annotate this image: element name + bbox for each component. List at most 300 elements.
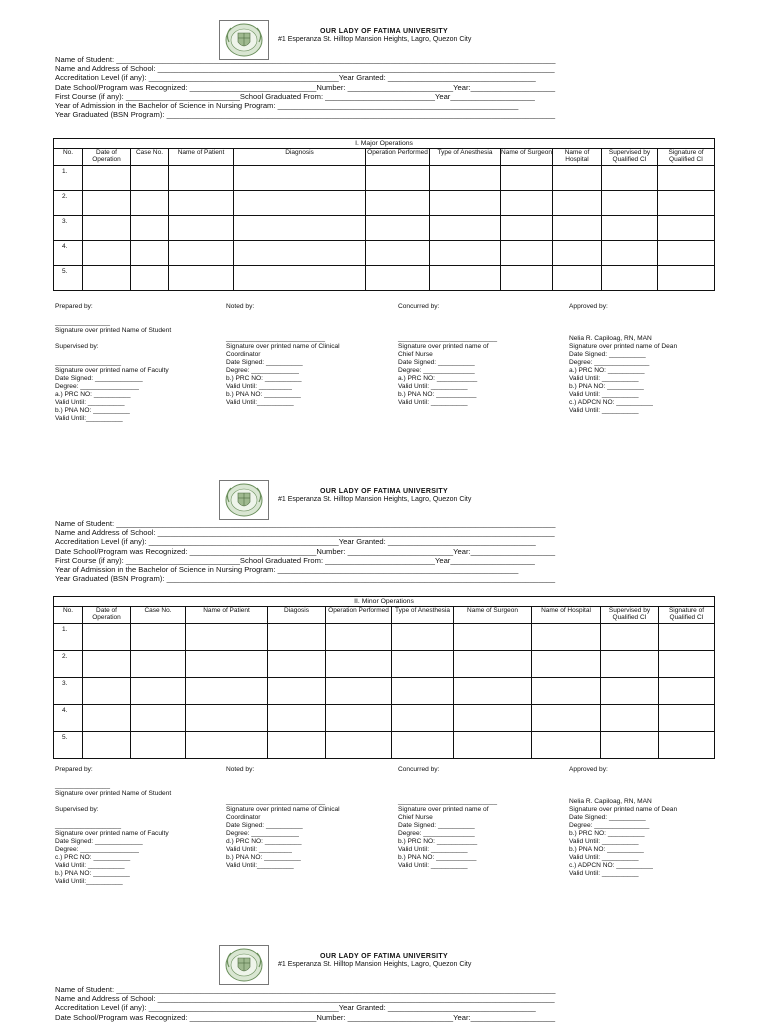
signature-line: Valid Until:__________ [226,862,294,869]
signature-line: b.) PNA NO: __________ [569,846,644,853]
signature-line [569,319,677,327]
blank-cell[interactable] [83,166,131,191]
university-name: OUR LADY OF FATIMA UNIVERSITY [320,953,448,960]
signature-line: Signature over printed name of Dean [569,343,678,350]
signature-line: Degree: ______________ [398,830,475,837]
column-header: Diagosis [268,607,326,624]
signature-line: b.) PRC NO: __________ [226,375,302,382]
signature-line: ___________________________ [226,335,326,342]
signature-line: Date Signed: __________ [398,359,475,366]
blank-cell[interactable] [659,705,715,732]
blank-cell[interactable] [532,678,601,705]
blank-cell[interactable] [131,166,169,191]
blank-cell[interactable] [392,624,454,651]
blank-cell[interactable] [169,266,234,291]
signature-line: Valid Until:__________ [55,878,123,885]
row-number: 3. [54,216,83,241]
signature-line [398,774,497,782]
blank-cell[interactable] [366,191,430,216]
info-line: Name and Address of School: ______________________________________________________________________________________________ [55,64,555,74]
table-row [54,624,715,651]
info-line: Name of Student: ________________________________________________________________________________________________________ [55,55,556,64]
signature-line: Coordinator [226,814,261,821]
blank-cell[interactable] [601,678,659,705]
blank-cell[interactable] [392,678,454,705]
blank-cell[interactable] [659,732,715,759]
blank-cell[interactable] [83,732,131,759]
column-header: Name of Hospital [532,607,601,624]
blank-cell[interactable] [268,705,326,732]
blank-cell[interactable] [454,678,532,705]
signature-line: Date Signed: _____________ [55,838,143,845]
signature-line: _______________ [55,782,111,789]
blank-cell[interactable] [601,732,659,759]
signature-line: c.) ADPCN NO: __________ [569,862,653,869]
signature-line: Valid Until:__________ [55,415,123,422]
blank-cell[interactable] [83,651,131,678]
table-row [54,191,715,216]
blank-cell[interactable] [392,705,454,732]
table-row [54,216,715,241]
info-line: First Course (if any): ___________________________School Graduated From: __________________________Year____________________ [55,91,535,101]
university-seal-icon [219,945,269,985]
blank-cell[interactable] [131,191,169,216]
signature-line [55,814,171,822]
blank-cell[interactable] [454,732,532,759]
signature-line: Concurred by: [398,303,440,310]
signature-line [569,774,677,782]
signature-line: b.) PNA NO: __________ [569,383,644,390]
blank-cell[interactable] [326,678,392,705]
approved-by-column [569,766,677,878]
signature-line [398,327,497,335]
blank-cell[interactable] [234,216,366,241]
info-line: Name of Student: ________________________________________________________________________________________________________ [55,985,556,994]
blank-cell[interactable] [501,241,553,266]
row-number: 1. [54,624,83,651]
blank-cell[interactable] [366,216,430,241]
row-number: 2. [54,191,83,216]
signature-line: b.) PNA NO: __________ [55,870,130,877]
table-row [54,705,715,732]
signature-line: Signature over printed Name of Student [55,327,172,334]
blank-cell[interactable] [131,678,186,705]
signature-line: Degree: ________________ [55,846,139,853]
blank-cell[interactable] [430,166,501,191]
signature-line [569,790,677,798]
student-info-block [55,55,605,119]
blank-cell[interactable] [326,624,392,651]
signature-line: Valid Until: __________ [569,391,639,398]
form-header [0,480,768,522]
blank-cell[interactable] [268,624,326,651]
signature-line: Supervised by: [55,806,99,813]
university-name: OUR LADY OF FATIMA UNIVERSITY [320,28,448,35]
signature-line: Valid Until: _________ [226,383,292,390]
blank-cell[interactable] [430,266,501,291]
table-row [54,266,715,291]
column-header: Diagnosis [234,149,366,166]
signature-line: ___________________________ [226,798,326,805]
blank-cell[interactable] [186,624,268,651]
signature-line [226,319,340,327]
column-header: Date of Operation [83,149,131,166]
signature-line [55,798,171,806]
signature-line: Valid Until: __________ [569,854,639,861]
signature-line: Concurred by: [398,766,440,773]
signature-line: Valid Until: __________ [398,846,468,853]
signature-line: Signature over printed name of Faculty [55,830,169,837]
blank-cell[interactable] [234,241,366,266]
signature-line [226,774,340,782]
blank-cell[interactable] [83,191,131,216]
signature-line: b.) PNA NO: ___________ [398,854,477,861]
info-line: Date School/Program was Recognized: ______________________________Number: _________________________Year:____________________ [55,82,556,92]
signature-line: b.) PNA NO: __________ [226,854,301,861]
blank-cell[interactable] [268,678,326,705]
row-number: 3. [54,678,83,705]
signature-line: __________________ [55,359,122,366]
signature-line [226,327,340,335]
info-line: Date School/Program was Recognized: ______________________________Number: _________________________Year:____________________ [55,1012,556,1022]
info-line: Name and Address of School: ______________________________________________________________________________________________ [55,994,555,1004]
signature-line: Date Signed: __________ [569,351,646,358]
form-major-operations [0,20,768,420]
blank-cell[interactable] [601,705,659,732]
table-title: I. Major Operations [54,139,715,149]
major-operations-table [53,138,715,291]
blank-cell[interactable] [553,191,602,216]
blank-cell[interactable] [131,241,169,266]
signature-line: Prepared by: [55,766,93,773]
signature-line: a.) PRC NO: __________ [55,391,131,398]
column-header: Name of Patient [169,149,234,166]
university-address: #1 Esperanza St. Hilltop Mansion Heights, Lagro, Quezon City [278,496,472,503]
row-number: 4. [54,705,83,732]
signature-line: b.) PNA NO: __________ [55,407,130,414]
blank-cell[interactable] [658,241,715,266]
signature-line: Date Signed: __________ [398,822,475,829]
approved-by-column [569,303,677,415]
info-line: Accreditation Level (if any): _____________________________________________Year Granted: ___________________________________ [55,1003,536,1013]
column-header: Type of Anesthesia [430,149,501,166]
student-info-block [55,519,605,583]
university-seal-icon [219,480,269,520]
signature-line [55,311,171,319]
blank-cell[interactable] [234,191,366,216]
signature-line: b.) PRC NO: __________ [569,830,645,837]
blank-cell[interactable] [326,651,392,678]
blank-cell[interactable] [553,241,602,266]
column-header: Operation Performed [366,149,430,166]
noted-by-column [226,766,340,870]
blank-cell[interactable] [658,266,715,291]
blank-cell[interactable] [268,732,326,759]
blank-cell[interactable] [83,216,131,241]
signature-line: Signature over printed name of Clinical [226,343,340,350]
blank-cell[interactable] [326,732,392,759]
signature-block [55,303,715,423]
blank-cell[interactable] [430,241,501,266]
signature-line [398,311,497,319]
signature-line: ___________________________ [398,335,498,342]
table-row [54,651,715,678]
noted-by-column [226,303,340,407]
blank-cell[interactable] [553,166,602,191]
blank-cell[interactable] [392,651,454,678]
signature-line [226,311,340,319]
blank-cell[interactable] [501,216,553,241]
university-address: #1 Esperanza St. Hilltop Mansion Heights, Lagro, Quezon City [278,36,472,43]
blank-cell[interactable] [658,166,715,191]
row-number: 5. [54,732,83,759]
blank-cell[interactable] [659,651,715,678]
blank-cell[interactable] [234,266,366,291]
university-name: OUR LADY OF FATIMA UNIVERSITY [320,488,448,495]
prepared-by-column [55,303,171,423]
blank-cell[interactable] [169,166,234,191]
signature-line: Valid Until: _________ [226,846,292,853]
blank-cell[interactable] [169,216,234,241]
row-number: 1. [54,166,83,191]
blank-cell[interactable] [131,624,186,651]
blank-cell[interactable] [553,266,602,291]
university-seal-icon [219,20,269,60]
signature-line: Valid Until: __________ [55,399,125,406]
signature-line: Chief Nurse [398,351,433,358]
column-header: Type of Anesthesia [392,607,454,624]
blank-cell[interactable] [532,651,601,678]
info-line: Year of Admission in the Bachelor of Science in Nursing Program: _________________________________________________________ [55,100,519,110]
column-header: Supervised by Qualified CI [602,149,658,166]
blank-cell[interactable] [501,266,553,291]
signature-line: Noted by: [226,766,255,773]
blank-cell[interactable] [366,166,430,191]
university-address: #1 Esperanza St. Hilltop Mansion Heights, Lagro, Quezon City [278,961,472,968]
info-line: Year of Admission in the Bachelor of Science in Nursing Program: _________________________________________________________ [55,564,519,574]
signature-line: a.) PRC NO: __________ [569,367,645,374]
blank-cell[interactable] [268,651,326,678]
form-third-partial [0,945,768,1024]
signature-line: Nelia R. Capiloag, RN, MAN [569,798,652,805]
signature-line: d.) PRC NO: __________ [226,838,302,845]
info-line: Year Graduated (BSN Program): ____________________________________________________________________________________________ [55,574,556,584]
signature-line: Date Signed: __________ [569,814,646,821]
blank-cell[interactable] [659,624,715,651]
signature-line: Signature over printed name of [398,343,489,350]
concurred-by-column [398,303,497,407]
signature-line [569,327,677,335]
signature-line: Signature over printed name of Clinical [226,806,340,813]
row-number: 4. [54,241,83,266]
signature-line [569,311,677,319]
signature-line [226,790,340,798]
signature-line: Signature over printed name of Faculty [55,367,169,374]
blank-cell[interactable] [83,266,131,291]
blank-cell[interactable] [186,678,268,705]
signature-line: Date Signed: __________ [226,822,303,829]
signature-line: c.) PRC NO: __________ [55,854,131,861]
form-header [0,945,768,987]
blank-cell[interactable] [601,624,659,651]
signature-line: Valid Until: __________ [569,407,639,414]
blank-cell[interactable] [131,705,186,732]
concurred-by-column [398,766,497,870]
blank-cell[interactable] [131,732,186,759]
signature-line: Noted by: [226,303,255,310]
blank-cell[interactable] [83,624,131,651]
column-header: Name of Surgeon [501,149,553,166]
table-row [54,732,715,759]
signature-line: Valid Until: __________ [398,383,468,390]
info-line: Accreditation Level (if any): _____________________________________________Year Granted: ___________________________________ [55,537,536,547]
blank-cell[interactable] [83,678,131,705]
signature-line: Approved by: [569,766,608,773]
blank-cell[interactable] [602,266,658,291]
signature-line: Valid Until: __________ [569,375,639,382]
blank-cell[interactable] [186,651,268,678]
blank-cell[interactable] [658,191,715,216]
blank-cell[interactable] [602,216,658,241]
signature-line: Nelia R. Capiloag, RN, MAN [569,335,652,342]
signature-line: Degree: ______________ [398,367,475,374]
signature-line [398,782,497,790]
signature-line: Degree: _______________ [569,822,650,829]
column-header: Supervised by Qualified CI [601,607,659,624]
minor-rows [54,624,715,759]
blank-cell[interactable] [326,705,392,732]
blank-cell[interactable] [169,191,234,216]
blank-cell[interactable] [131,266,169,291]
major-rows [54,166,715,291]
blank-cell[interactable] [430,216,501,241]
table-row [54,678,715,705]
blank-cell[interactable] [532,624,601,651]
signature-line: Valid Until: __________ [55,862,125,869]
column-header: Case No. [131,149,169,166]
info-line: Accreditation Level (if any): _____________________________________________Year Granted: ___________________________________ [55,73,536,83]
signature-line: b.) PNA NO: __________ [226,391,301,398]
signature-line: Supervised by: [55,343,99,350]
signature-line: Prepared by: [55,303,93,310]
column-header: Case No. [131,607,186,624]
blank-cell[interactable] [131,216,169,241]
signature-line: __________________ [55,822,122,829]
info-line: Name of Student: ________________________________________________________________________________________________________ [55,519,556,528]
signature-line: Valid Until: __________ [569,838,639,845]
signature-line: b.) PRC NO: ___________ [398,838,478,845]
blank-cell[interactable] [532,732,601,759]
blank-cell[interactable] [366,241,430,266]
signature-line: Degree: ________________ [55,383,139,390]
signature-line [398,319,497,327]
blank-cell[interactable] [553,216,602,241]
info-line: Date School/Program was Recognized: ______________________________Number: _________________________Year:____________________ [55,546,556,556]
blank-cell[interactable] [83,241,131,266]
column-header: Signature of Qualified CI [659,607,715,624]
signature-line: Valid Until: __________ [398,399,468,406]
blank-cell[interactable] [454,651,532,678]
column-header: No. [54,607,83,624]
form-minor-operations [0,480,768,900]
signature-line [569,782,677,790]
column-header: Name of Hospital [553,149,602,166]
signature-line: Valid Until:__________ [226,399,294,406]
signature-line: Chief Nurse [398,814,433,821]
signature-line: Valid Until: __________ [398,862,468,869]
signature-line [55,335,171,343]
signature-line: c.) ADPCN NO: __________ [569,399,653,406]
blank-cell[interactable] [601,651,659,678]
table-title: II. Minor Operations [54,597,715,607]
signature-block [55,766,715,891]
signature-line: Signature over printed name of Dean [569,806,678,813]
signature-line: b.) PNA NO: ___________ [398,391,477,398]
signature-line [55,774,171,782]
blank-cell[interactable] [532,705,601,732]
info-line: Name and Address of School: ______________________________________________________________________________________________ [55,528,555,538]
info-line: Year Graduated (BSN Program): ____________________________________________________________________________________________ [55,110,556,120]
blank-cell[interactable] [366,266,430,291]
signature-line: Date Signed: _____________ [55,375,143,382]
column-header: Date of Operation [83,607,131,624]
blank-cell[interactable] [501,191,553,216]
table-row [54,241,715,266]
blank-cell[interactable] [659,678,715,705]
signature-line: Date Signed: __________ [226,359,303,366]
blank-cell[interactable] [186,705,268,732]
blank-cell[interactable] [131,651,186,678]
prepared-by-column [55,766,171,886]
column-header: Operation Performed [326,607,392,624]
column-header: No. [54,149,83,166]
blank-cell[interactable] [169,241,234,266]
signature-line [226,782,340,790]
signature-line: a.) PRC NO: ___________ [398,375,478,382]
signature-line: _______________ [55,319,111,326]
blank-cell[interactable] [186,732,268,759]
signature-line [398,790,497,798]
blank-cell[interactable] [501,166,553,191]
signature-line: Signature over printed Name of Student [55,790,172,797]
blank-cell[interactable] [430,191,501,216]
signature-line: Degree: _____________ [226,367,299,374]
blank-cell[interactable] [454,705,532,732]
blank-cell[interactable] [392,732,454,759]
column-header: Name of Surgeon [454,607,532,624]
blank-cell[interactable] [602,241,658,266]
blank-cell[interactable] [658,216,715,241]
row-number: 5. [54,266,83,291]
column-header: Signature of Qualified CI [658,149,715,166]
info-line: First Course (if any): ___________________________School Graduated From: __________________________Year____________________ [55,555,535,565]
table-row [54,166,715,191]
blank-cell[interactable] [234,166,366,191]
column-header: Name of Patient [186,607,268,624]
signature-line: Valid Until: __________ [569,870,639,877]
signature-line [55,351,171,359]
minor-operations-table [53,596,715,759]
signature-line: Signature over printed name of [398,806,489,813]
blank-cell[interactable] [602,191,658,216]
blank-cell[interactable] [602,166,658,191]
blank-cell[interactable] [83,705,131,732]
row-number: 2. [54,651,83,678]
student-info-block [55,985,605,1022]
signature-line: Degree: _______________ [569,359,650,366]
signature-line: Approved by: [569,303,608,310]
blank-cell[interactable] [454,624,532,651]
